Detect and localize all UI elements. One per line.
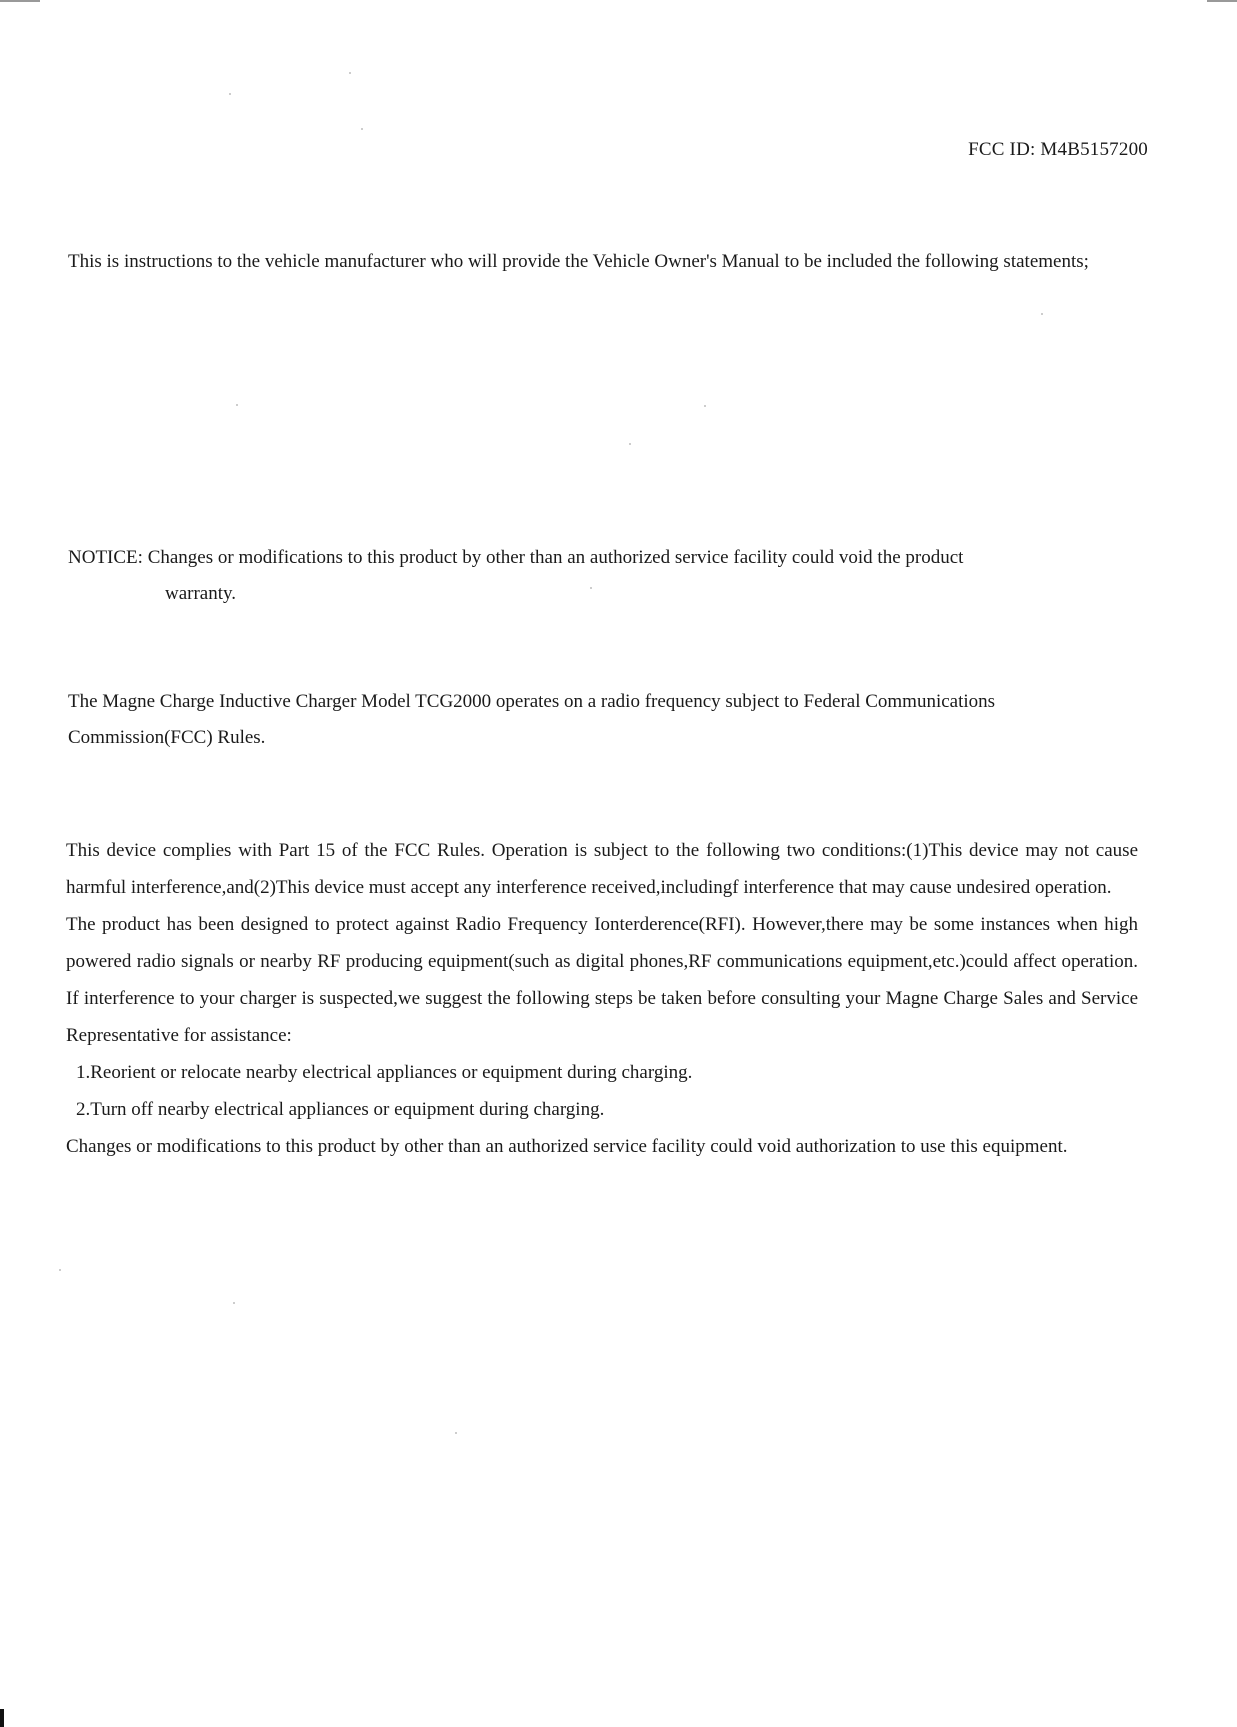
step-item: 2.Turn off nearby electrical appliances or equipment during charging. [76, 1099, 605, 1120]
scan-speck [59, 1269, 61, 1271]
scan-speck [455, 1432, 457, 1434]
scan-edge-mark [0, 0, 40, 2]
scan-speck [236, 404, 238, 406]
rfi-paragraph: The product has been designed to protect against Radio Frequency Ionterderence(RFI). However,there may be some instances when high powered radio signals or nearby RF producing equipment(such as digital phones,RF communications equipment,etc.)could affect operation. If interference to your charger is suspected,we suggest the following steps be taken before consulting your Magne Charge Sales and Service Representative for assistance: [66, 914, 1138, 1046]
notice-line-2: warranty. [165, 583, 237, 604]
notice-label: NOTICE: [68, 547, 143, 568]
scan-speck [590, 587, 592, 589]
scan-edge-mark [1207, 0, 1237, 2]
fcc-id-header: FCC ID: M4B5157200 [968, 139, 1148, 160]
closing-paragraph: Changes or modifications to this product by other than an authorized service facility could void authorization to use this equipment. [66, 1136, 1068, 1157]
scan-speck [349, 72, 351, 74]
scan-speck [233, 1302, 235, 1304]
scan-speck [629, 443, 631, 445]
step-item: 1.Reorient or relocate nearby electrical appliances or equipment during charging. [76, 1062, 693, 1083]
scan-speck [1041, 313, 1043, 315]
scan-edge-mark [0, 1709, 4, 1727]
scan-speck [704, 405, 706, 407]
part15-paragraph: This device complies with Part 15 of the FCC Rules. Operation is subject to the following two conditions:(1)This device may not cause harmful interference,and(2)This device must accept any interference received,includingf interference that may cause undesired operation. [66, 840, 1138, 898]
compliance-section [66, 832, 1138, 1165]
intro-paragraph: This is instructions to the vehicle manufacturer who will provide the Vehicle Owner's Manual to be included the following statements; [68, 251, 1089, 272]
model-statement: The Magne Charge Inductive Charger Model TCG2000 operates on a radio frequency subject to Federal Communications Commission(FCC) Rules. [68, 691, 996, 748]
scan-speck [361, 128, 363, 130]
notice-paragraph [68, 540, 1138, 612]
scan-speck [229, 93, 231, 95]
notice-line-1: Changes or modifications to this product by other than an authorized service facility could void the product [147, 547, 964, 568]
